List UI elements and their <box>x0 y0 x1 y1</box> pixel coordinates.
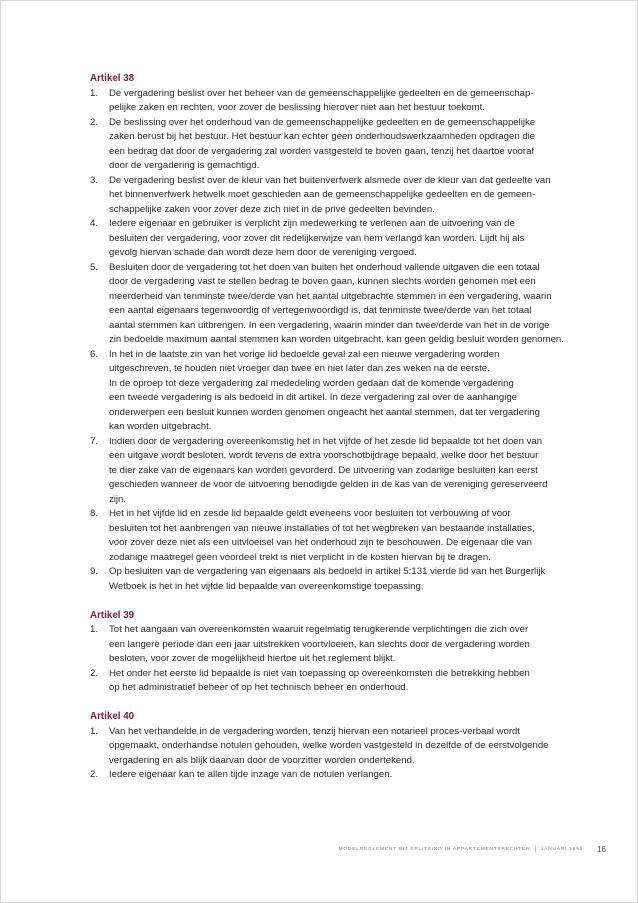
item-text: Indien door de vergadering overeenkomstig het in het vijfde of het zesde lid bepaalde tot het doen van een uitgave wordt besloten, wordt tevens de extra voorschotbijdrage bepaald, welke door het bestuur te dier zake van de eigenaars kan worden gevorderd. De uitvoering van zodanige besluiten kan eerst geschieden wanneer de voor de uitvoering benodigde gelden in de kas van de vereniging gereserveerd zijn. <box>109 435 548 505</box>
item-text: De vergadering beslist over de kleur van het buitenverfwerk alsmede over de kleur van dat gedeelte van het binnenverfwerk hetwelk moet geschieden aan de gemeenschappelijke gedeelten en de gemeen- schappelijke zaken voor zover deze zich niet in de privé gedeelten bevinden. <box>109 174 551 215</box>
item-number: 6. <box>90 348 99 360</box>
article-39 <box>90 609 590 696</box>
article-title: Artikel 38 <box>90 73 135 84</box>
item-text: Iedere eigenaar en gebruiker is verplicht zijn medewerking te verlenen aan de uitvoering van de besluiten der vergadering, voor zover dit redelijkerwijze van hem verlangd kan worden. Lijdt hij als gevolg hiervan schade dan wordt deze hem door de vereniging vergoed. <box>109 218 525 258</box>
document-body <box>90 72 590 797</box>
list-item <box>90 725 590 769</box>
item-text: Besluiten door de vergadering tot het doen van buiten het onderhoud vallende uitgaven die een totaal door de vergadering vast te stellen bedrag te boven gaan, kunnen slechts worden genomen met een meerderheid van tenminste twee/derde van het aantal uitgebrachte stemmen in een vergadering, waarin een aantal eigenaars tegenwoordig of vertegenwoordigd is, dat tenminste twee/derde van het totaal aantal stemmen kan uitbrengen. In een vergadering, waarin minder dan twee/derde van het in de vorige zin bedoelde maximum aantal stemmen kan worden uitgebracht, kan geen geldig besluit worden genomen. <box>109 261 564 345</box>
item-text: Het onder het eerste lid bepaalde is niet van toepassing op overeenkomsten die betrekking hebben op het administratief beheer of op het technisch beheer en onderhoud. <box>109 667 530 693</box>
article-items <box>90 87 590 595</box>
list-item <box>90 667 590 696</box>
item-number: 8. <box>90 508 99 519</box>
list-item <box>90 435 590 508</box>
item-text: Van het verhandelde in de vergadering worden, tenzij hiervan een notarieel proces-verbaal wordt opgemaakt, onderhandse notulen gehouden, welke worden vastgesteld in dezelfde of de eerstvolgende vergadering en als blijk daarvan door de voorzitter worden ondertekend. <box>109 725 549 766</box>
item-number: 2. <box>90 667 99 679</box>
list-item <box>90 87 590 116</box>
list-item <box>90 217 590 261</box>
list-item <box>90 623 590 667</box>
item-text: Iedere eigenaar kan te allen tijde inzage van de notulen verlangen. <box>109 769 393 780</box>
item-number: 9. <box>90 566 99 577</box>
footer-title: MODELREGLEMENT BIJ SPLITSING IN APPARTEMENTSRECHTEN <box>338 847 531 852</box>
item-text: In het in de laatste zin van het vorige lid bedoelde geval zal een nieuwe vergadering worden uitgeschreven, te houden niet vroeger dan twee en niet later dan zes weken na de eerste. In de oproep tot deze vergadering zal mededeling worden gedaan dat de komende vergadering een tweede vergadering is als bedoeld in dit artikel. In deze vergadering zal over de aanhangige onderwerpen een besluit kunnen worden genomen ongeacht het aantal stemmen, dat ter vergadering kan worden uitgebracht. <box>109 348 540 432</box>
list-item <box>90 116 590 174</box>
page-footer <box>339 845 606 854</box>
item-number: 1. <box>90 624 99 635</box>
article-items <box>90 725 590 783</box>
list-item <box>90 565 590 594</box>
article-title: Artikel 39 <box>90 609 135 621</box>
list-item <box>90 174 590 218</box>
list-item <box>90 507 590 565</box>
item-text: De vergadering beslist over het beheer van de gemeenschappelijke gedeelten en de gemeenschap- pelijke zaken en rechten, voor zover de beslissing hierover niet aan het bestuur toekomt. <box>109 87 534 113</box>
list-item <box>90 348 590 435</box>
item-text: Op besluiten van de vergadering van eigenaars als bedoeld in artikel 5:131 vierde lid van het Burgerlijk Wetboek is het in het vijfde lid bepaalde van overeenkomstige toepassing. <box>109 566 546 592</box>
article-38 <box>90 72 590 594</box>
item-text: Het in het vijfde lid en zesde lid bepaalde geldt eveneens voor besluiten tot verbouwing of voor besluiten tot het aanbrengen van nieuwe installaties of tot het wegbreken van bestaande installaties, voor zover deze niet als een uitvloeisel van het onderhoud zijn te beschouwen. De eigenaar die van zodanige maatregel geen voordeel trekt is niet verplicht in de kosten hiervan bij te dragen. <box>109 508 535 563</box>
item-number: 4. <box>90 218 99 229</box>
list-item <box>90 261 590 348</box>
list-item <box>90 768 590 783</box>
footer-divider: | <box>534 846 537 853</box>
article-items <box>90 623 590 696</box>
item-number: 1. <box>90 87 99 99</box>
item-number: 7. <box>90 435 99 447</box>
item-number: 2. <box>90 116 99 128</box>
footer-date: JANUARI 1992 <box>540 847 584 852</box>
article-40 <box>90 710 590 783</box>
item-text: Tot het aangaan van overeenkomsten waaruit regelmatig terugkerende verplichtingen die zich over een langere periode dan een jaar uitstrekken voortvloeien, kan slechts door de vergadering worden besloten, voor zover de mogelijkheid hiertoe uit het reglement blijkt. <box>109 624 530 664</box>
item-number: 5. <box>90 261 99 273</box>
item-text: De beslissing over het onderhoud van de gemeenschappelijke gedeelten en de gemeenschappelijke zaken berust bij het bestuur. Het bestuur kan echter geen onderhoudswerkzaamheden opdragen die een bedrag dat door de vergadering zal worden vastgesteld te boven gaan, tenzij het daartoe vooraf door de vergadering is gemachtigd. <box>109 116 536 171</box>
item-number: 2. <box>90 769 99 780</box>
article-title: Artikel 40 <box>90 711 135 722</box>
item-number: 3. <box>90 174 99 186</box>
item-number: 1. <box>90 725 99 737</box>
page-number: 16 <box>597 845 606 854</box>
